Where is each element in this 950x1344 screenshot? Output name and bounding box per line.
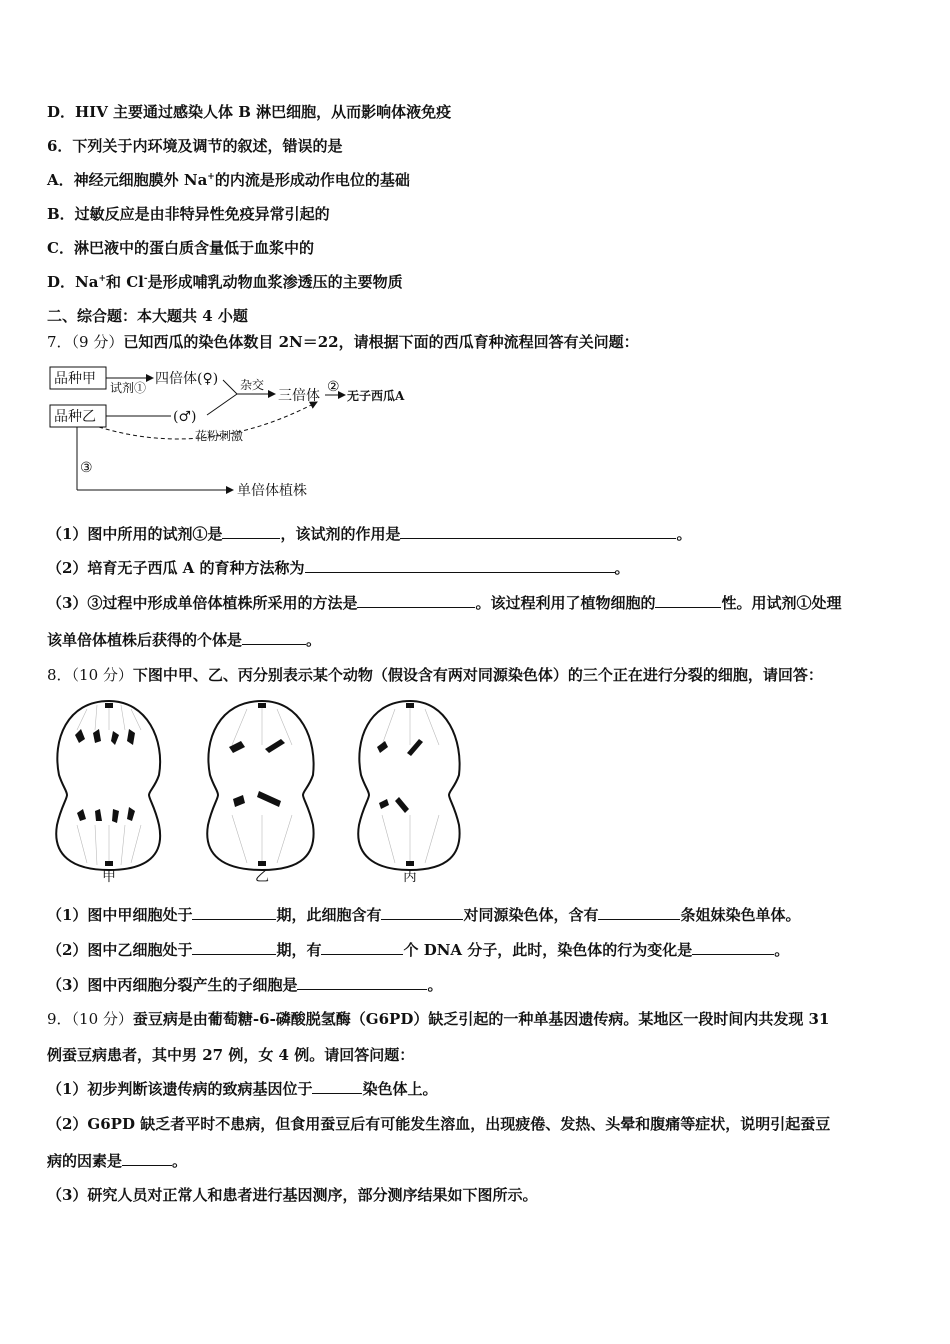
q7-sub3-line1: （3）③过程中形成单倍体植株所采用的方法是 。该过程利用了植物细胞的 性。用试剂①处理	[47, 594, 842, 612]
q9-stem: 9．（10 分）蚕豆病是由葡萄糖-6-磷酸脱氢酶（G6PD）缺乏引起的一种单基因遗传病。某地区一段时间内共发现 31	[47, 1010, 830, 1028]
q9-stem-line2: 例蚕豆病患者，其中男 27 例，女 4 例。请回答问题：	[47, 1046, 415, 1064]
q9-sub3: （3）研究人员对正常人和患者进行基因测序，部分测序结果如下图所示。	[47, 1186, 538, 1204]
q6-option-a: A．神经元细胞膜外 Na+的内流是形成动作电位的基础	[47, 171, 410, 189]
cell-jia	[56, 701, 160, 870]
cross-label: 杂交	[240, 378, 265, 392]
q5-option-d: D．HIV 主要通过感染人体 B 淋巴细胞，从而影响体液免疫	[47, 103, 452, 121]
q8-sub1: （1）图中甲细胞处于 期，此细胞含有 对同源染色体，含有 条姐妹染色单体。	[47, 906, 801, 924]
q6-option-c: C．淋巴液中的蛋白质含量低于血浆中的	[47, 239, 314, 257]
cell-jia-label: 甲	[102, 869, 116, 885]
cell-yi-label: 乙	[255, 869, 269, 885]
q7-sub1: （1）图中所用的试剂①是 ，该试剂的作用是 。	[47, 525, 692, 543]
variety-a-label: 品种甲	[54, 371, 96, 387]
step3-label: ③	[80, 460, 93, 476]
q9-sub2-line2: 病的因素是 。	[47, 1152, 188, 1170]
cell-bing-label: 丙	[403, 869, 417, 885]
cell-bing	[358, 701, 459, 870]
section-title: 二、综合题：本大题共 4 小题	[47, 307, 248, 325]
pollen-label: 花粉刺激	[195, 429, 244, 443]
q6-stem: 6．下列关于内环境及调节的叙述，错误的是	[47, 137, 343, 155]
tetraploid-label: 四倍体(♀)	[155, 371, 219, 387]
q6-option-d: D．Na+和 Cl-是形成哺乳动物血浆渗透压的主要物质	[47, 273, 403, 291]
q9-sub1: （1）初步判断该遗传病的致病基因位于 染色体上。	[47, 1080, 438, 1098]
seedless-label: 无子西瓜A	[347, 389, 405, 403]
q6-option-b: B．过敏反应是由非特异性免疫异常引起的	[47, 205, 330, 223]
q7-sub2: （2）培育无子西瓜 A 的育种方法称为 。	[47, 559, 630, 577]
q8-stem: 8．（10 分）下图中甲、乙、丙分别表示某个动物（假设含有两对同源染色体）的三个正在进行分裂的细胞，请回答：	[47, 666, 823, 684]
male-label: (♂)	[173, 409, 197, 425]
q7-sub3-line2: 该单倍体植株后获得的个体是 。	[47, 631, 322, 649]
variety-b-label: 品种乙	[54, 409, 96, 425]
q8-sub2: （2）图中乙细胞处于 期，有 个 DNA 分子，此时，染色体的行为变化是 。	[47, 941, 790, 959]
step2-label: ②	[327, 379, 340, 395]
cell-division-figure	[47, 695, 477, 885]
reagent-label: 试剂①	[110, 381, 147, 395]
haploid-label: 单倍体植株	[237, 483, 307, 499]
cell-yi	[207, 701, 313, 870]
q8-sub3: （3）图中丙细胞分裂产生的子细胞是 。	[47, 976, 443, 994]
breeding-flow-diagram	[47, 360, 467, 505]
q7-stem: 7．（9 分）已知西瓜的染色体数目 2N＝22，请根据下面的西瓜育种流程回答有关问题：	[47, 333, 639, 351]
triploid-label: 三倍体	[278, 388, 320, 404]
q9-sub2-line1: （2）G6PD 缺乏者平时不患病，但食用蚕豆后有可能发生溶血，出现疲倦、发热、头晕和腹痛等症状，说明引起蚕豆	[47, 1115, 831, 1133]
